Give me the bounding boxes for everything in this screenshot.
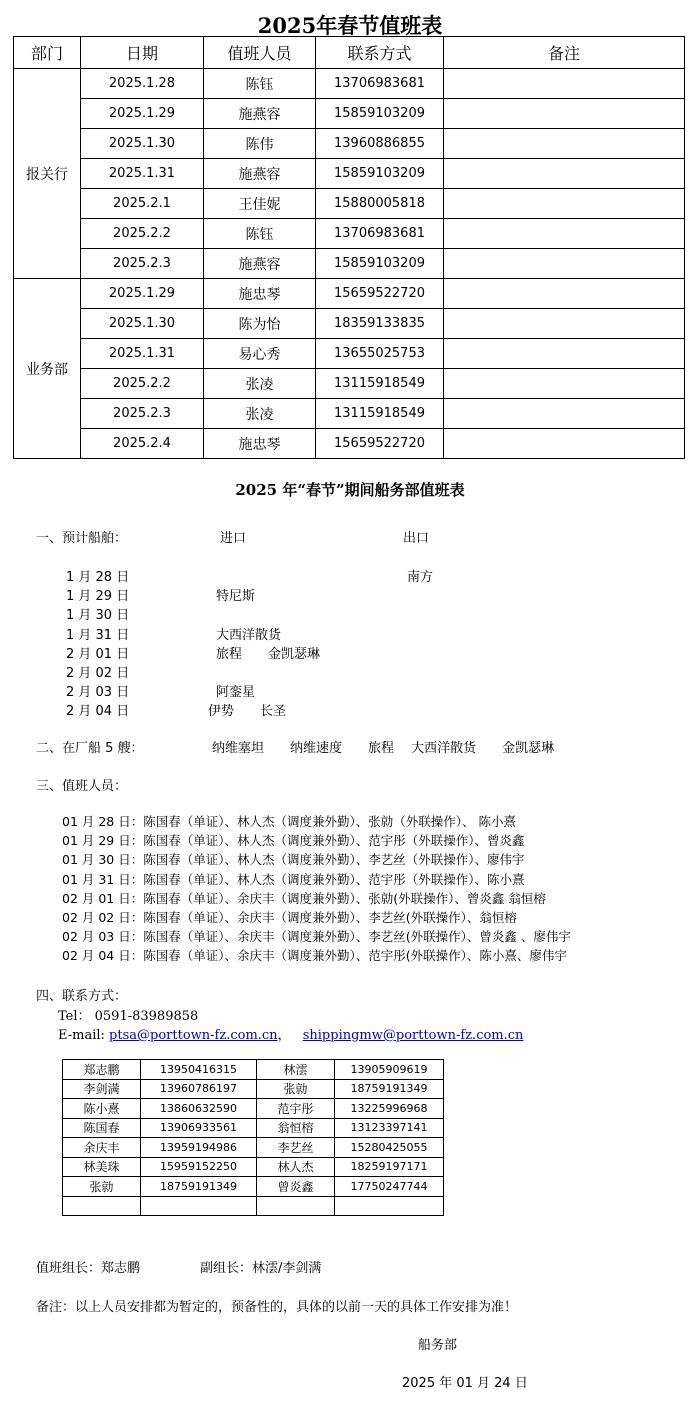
ship-date: 2 月 01 日	[66, 646, 130, 662]
contact-row	[63, 1177, 444, 1197]
contact-row	[63, 1138, 444, 1158]
contact-name: 林人杰	[257, 1157, 335, 1177]
duty-table-title: 2025年春节值班表	[257, 13, 443, 38]
note-cell	[444, 279, 685, 309]
contact-row	[63, 1118, 444, 1138]
person-cell: 陈伟	[204, 129, 316, 159]
ship-date: 1 月 29 日	[66, 589, 130, 605]
phone-cell: 13960886855	[316, 129, 444, 159]
email-separator: ，	[277, 1028, 291, 1043]
person-cell: 施燕容	[204, 159, 316, 189]
date-cell: 2025.2.4	[81, 429, 204, 459]
contact-table	[62, 1059, 444, 1216]
duty-line: 01 月 29 日：陈国春（单证）、林人杰（调度兼外勤）、范宇彤（外联操作）、曾炎鑫	[62, 833, 525, 849]
person-cell: 施忠琴	[204, 279, 316, 309]
contact-row	[63, 1079, 444, 1099]
person-cell: 陈钰	[204, 69, 316, 99]
person-cell: 施忠琴	[204, 429, 316, 459]
person-cell: 陈钰	[204, 219, 316, 249]
ships-in-yard-list: 纳维塞坦 纳维速度 旅程 大西洋散货 金凯瑟琳	[212, 741, 555, 756]
contact-phone: 15959152250	[141, 1157, 257, 1177]
duty-row	[14, 249, 685, 279]
note-cell	[444, 129, 685, 159]
duty-line: 02 月 04 日：陈国春（单证）、余庆丰（调度兼外勤）、范宇彤(外联操作）、陈小熹、廖伟宇	[62, 948, 567, 964]
phone-cell: 13706983681	[316, 69, 444, 99]
date-cell: 2025.1.29	[81, 99, 204, 129]
duty-row	[14, 189, 685, 219]
shipping-duty-title: 2025 年“春节”期间船务部值班表	[235, 481, 465, 499]
contact-phone: 13906933561	[141, 1118, 257, 1138]
person-cell: 王佳妮	[204, 189, 316, 219]
contact-phone: 13950416315	[141, 1060, 257, 1080]
note-cell	[444, 339, 685, 369]
contact-name: 翁恒榕	[257, 1118, 335, 1138]
duty-line: 01 月 31 日：陈国春（单证）、林人杰（调度兼外勤）、范宇彤（外联操作）、陈小熹	[62, 871, 525, 887]
email-row	[58, 1024, 523, 1043]
note-cell	[444, 189, 685, 219]
person-cell: 张凌	[204, 369, 316, 399]
contact-phone: 18759191349	[335, 1079, 444, 1099]
contact-name: 陈国春	[63, 1118, 141, 1138]
duty-row	[14, 369, 685, 399]
date-cell: 2025.1.29	[81, 279, 204, 309]
contact-phone: 13905909619	[335, 1060, 444, 1080]
contact-name: 陈小熹	[63, 1099, 141, 1119]
contact-phone: 15280425055	[335, 1138, 444, 1158]
ship-import: 大西洋散货	[216, 627, 282, 643]
date-cell: 2025.2.1	[81, 189, 204, 219]
duty-row	[14, 339, 685, 369]
duty-row	[14, 159, 685, 189]
ship-export: 南方	[407, 570, 434, 585]
phone-cell: 13655025753	[316, 339, 444, 369]
duty-line: 01 月 30 日：陈国春（单证）、林人杰（调度兼外勤）、李艺丝（外联操作）、廖伟宇	[62, 852, 525, 868]
contact-name	[257, 1196, 335, 1216]
date-cell: 2025.1.30	[81, 309, 204, 339]
phone-cell: 15859103209	[316, 99, 444, 129]
contact-name: 郑志鹏	[63, 1060, 141, 1080]
phone-cell: 13115918549	[316, 369, 444, 399]
email-link-ptsa[interactable]: ptsa@porttown-fz.com.cn	[109, 1028, 278, 1043]
remark: 备注：以上人员安排都为暂定的，预备性的，具体的以前一天的具体工作安排为准！	[36, 1300, 518, 1315]
contact-name: 林美珠	[63, 1157, 141, 1177]
contact-name: 李艺丝	[257, 1138, 335, 1158]
ship-date: 2 月 02 日	[66, 666, 130, 681]
dept-cell: 业务部	[14, 279, 81, 459]
contact-row	[63, 1196, 444, 1216]
contact-phone: 13860632590	[141, 1099, 257, 1119]
phone-cell: 15859103209	[316, 249, 444, 279]
note-cell	[444, 309, 685, 339]
contact-phone: 13225996968	[335, 1099, 444, 1119]
phone-cell: 15659522720	[316, 279, 444, 309]
ship-date: 1 月 30 日	[66, 608, 130, 624]
note-cell	[444, 159, 685, 189]
date-cell: 2025.2.3	[81, 399, 204, 429]
date-cell: 2025.1.30	[81, 129, 204, 159]
duty-leader: 值班组长：郑志鹏	[36, 1261, 141, 1276]
date-cell: 2025.1.31	[81, 159, 204, 189]
note-cell	[444, 69, 685, 99]
signature-dept: 船务部	[418, 1338, 458, 1353]
duty-row	[14, 279, 685, 309]
duty-row	[14, 99, 685, 129]
deputy-leader: 副组长：林澐/李剑满	[200, 1261, 322, 1276]
phone-cell: 15880005818	[316, 189, 444, 219]
section-duty-staff: 三、值班人员：	[36, 779, 128, 794]
duty-line: 02 月 03 日：陈国春（单证）、余庆丰（调度兼外勤）、李艺丝(外联操作）、曾炎鑫 、廖伟宇	[62, 929, 571, 945]
duty-line: 01 月 28 日：陈国春（单证）、林人杰（调度兼外勤）、张勍（外联操作）、 陈小熹	[62, 814, 516, 829]
header-date: 日期	[81, 37, 204, 69]
duty-table-header	[14, 37, 685, 69]
contact-phone: 13960786197	[141, 1079, 257, 1099]
contact-name: 林澐	[257, 1060, 335, 1080]
column-import: 进口	[220, 531, 247, 546]
date-cell: 2025.2.3	[81, 249, 204, 279]
header-note: 备注	[444, 37, 685, 69]
contact-phone: 17750247744	[335, 1177, 444, 1197]
contact-phone	[141, 1196, 257, 1216]
contact-name: 张勍	[63, 1177, 141, 1197]
contact-name	[63, 1196, 141, 1216]
contact-row	[63, 1060, 444, 1080]
note-cell	[444, 369, 685, 399]
phone-cell: 15859103209	[316, 159, 444, 189]
phone-cell: 13115918549	[316, 399, 444, 429]
section-expected-ships: 一、预计船舶：	[36, 531, 128, 546]
spring-festival-duty-table	[13, 36, 685, 459]
contact-phone: 13123397141	[335, 1118, 444, 1138]
phone-cell: 15659522720	[316, 429, 444, 459]
duty-row	[14, 399, 685, 429]
date-cell: 2025.2.2	[81, 219, 204, 249]
contact-row	[63, 1157, 444, 1177]
duty-row	[14, 219, 685, 249]
duty-row	[14, 309, 685, 339]
person-cell: 施燕容	[204, 99, 316, 129]
ship-date: 1 月 28 日	[66, 570, 130, 585]
contact-phone: 13959194986	[141, 1138, 257, 1158]
ship-import: 旅程 金凯瑟琳	[216, 646, 321, 662]
contact-name: 张勍	[257, 1079, 335, 1099]
note-cell	[444, 99, 685, 129]
duty-line: 02 月 02 日：陈国春（单证）、余庆丰（调度兼外勤）、李艺丝(外联操作）、翁恒榕	[62, 910, 517, 925]
note-cell	[444, 429, 685, 459]
header-person: 值班人员	[204, 37, 316, 69]
ship-import: 伊势 长圣	[208, 704, 287, 720]
contact-phone	[335, 1196, 444, 1216]
ship-date: 2 月 04 日	[66, 704, 130, 720]
contact-row	[63, 1099, 444, 1119]
ship-import: 特尼斯	[216, 589, 256, 605]
column-export: 出口	[403, 531, 430, 546]
ship-date: 2 月 03 日	[66, 685, 130, 701]
note-cell	[444, 399, 685, 429]
ship-date: 1 月 31 日	[66, 627, 130, 643]
person-cell: 施燕容	[204, 249, 316, 279]
dept-cell: 报关行	[14, 69, 81, 279]
contact-phone: 18259197171	[335, 1157, 444, 1177]
person-cell: 易心秀	[204, 339, 316, 369]
person-cell: 张凌	[204, 399, 316, 429]
telephone: Tel： 0591-83989858	[58, 1009, 199, 1024]
header-dept: 部门	[14, 37, 81, 69]
note-cell	[444, 249, 685, 279]
person-cell: 陈为怡	[204, 309, 316, 339]
contact-name: 余庆丰	[63, 1138, 141, 1158]
duty-row	[14, 69, 685, 99]
header-contact: 联系方式	[316, 37, 444, 69]
email-label: E-mail:	[58, 1028, 105, 1043]
contact-name: 范宇彤	[257, 1099, 335, 1119]
contact-name: 李剑满	[63, 1079, 141, 1099]
contact-phone: 18759191349	[141, 1177, 257, 1197]
signature-date: 2025 年 01 月 24 日	[402, 1376, 528, 1391]
phone-cell: 13706983681	[316, 219, 444, 249]
email-link-shippingmw[interactable]: shippingmw@porttown-fz.com.cn	[302, 1028, 524, 1043]
date-cell: 2025.1.28	[81, 69, 204, 99]
ship-import: 阿銮星	[216, 685, 256, 701]
duty-row	[14, 429, 685, 459]
duty-line: 02 月 01 日：陈国春（单证）、余庆丰（调度兼外勤）、张勍(外联操作）、曾炎鑫 翁恒榕	[62, 890, 546, 906]
section-contact: 四、联系方式：	[36, 989, 128, 1004]
date-cell: 2025.2.2	[81, 369, 204, 399]
phone-cell: 18359133835	[316, 309, 444, 339]
date-cell: 2025.1.31	[81, 339, 204, 369]
section-ships-in-yard: 二、在厂船 5 艘：	[36, 741, 144, 756]
note-cell	[444, 219, 685, 249]
contact-name: 曾炎鑫	[257, 1177, 335, 1197]
duty-row	[14, 129, 685, 159]
